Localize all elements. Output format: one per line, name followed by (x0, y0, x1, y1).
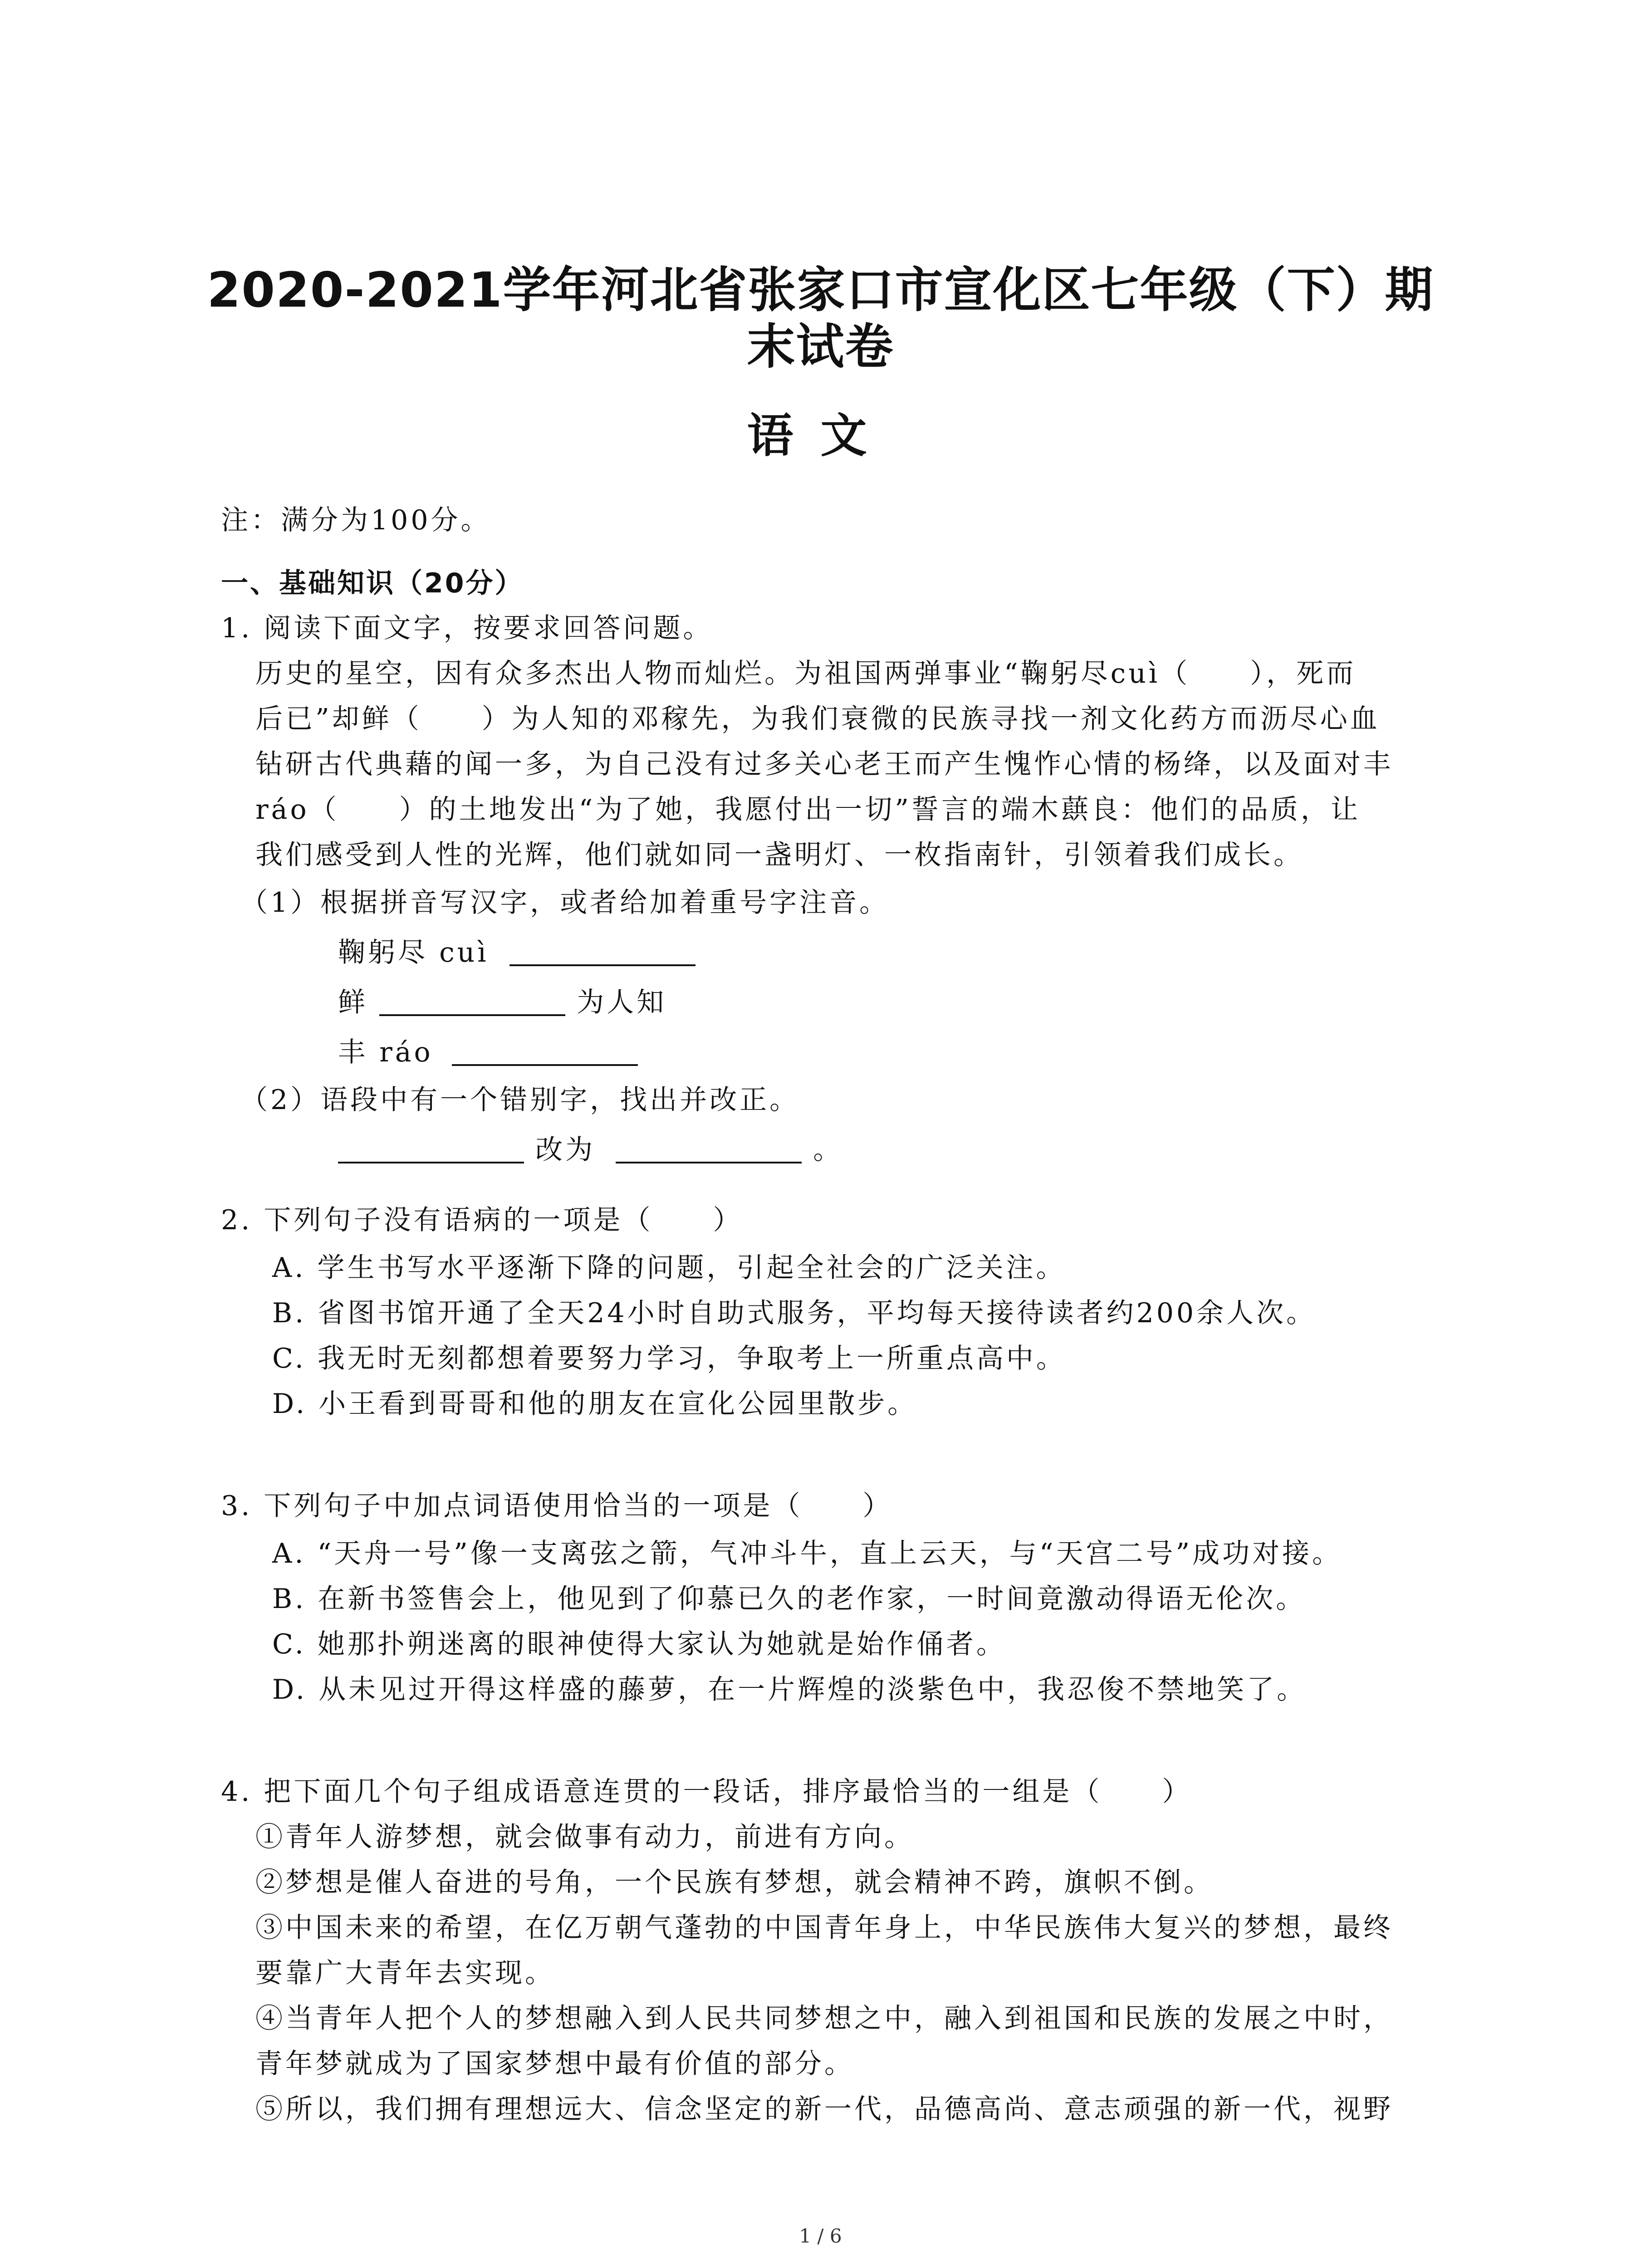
fill-line-d (338, 1134, 843, 1166)
answer-blank[interactable] (616, 1136, 802, 1163)
option: B. 在新书签售会上，他见到了仰慕已久的老作家，一时间竟激动得语无伦次。 (272, 1583, 1306, 1615)
option: C. 我无时无刻都想着要努力学习，争取考上一所重点高中。 (272, 1343, 1066, 1374)
option: D. 小王看到哥哥和他的朋友在宣化公园里散步。 (272, 1388, 918, 1420)
passage-line: ráo（ ）的土地发出“为了她，我愿付出一切”誓言的端木蕻良：他们的品质，让 (255, 794, 1361, 826)
score-note: 注：满分为100分。 (221, 504, 491, 536)
fill-line-a (338, 939, 696, 966)
sentence-line: ⑤所以，我们拥有理想远大、信念坚定的新一代，品德高尚、意志顽强的新一代，视野 (255, 2093, 1393, 2125)
answer-blank[interactable] (379, 989, 565, 1016)
option: D. 从未见过开得这样盛的藤萝，在一片辉煌的淡紫色中，我忍俊不禁地笑了。 (272, 1674, 1307, 1706)
option: A. 学生书写水平逐渐下降的问题，引起全社会的广泛关注。 (272, 1252, 1066, 1284)
sentence-line: 青年梦就成为了国家梦想中最有价值的部分。 (255, 2048, 854, 2080)
passage-line: 后已”却鲜（ ）为人知的邓稼先，为我们衰微的民族寻找一剂文化药方而沥尽心血 (255, 703, 1380, 735)
answer-blank[interactable] (338, 1136, 524, 1163)
sub-question-1: （1）根据拼音写汉字，或者给加着重号字注音。 (240, 887, 890, 919)
answer-blank[interactable] (509, 939, 696, 966)
exam-title-line-1: 2020-2021学年河北省张家口市宣化区七年级（下）期 (207, 262, 1434, 318)
option: B. 省图书馆开通了全天24小时自助式服务，平均每天接待读者约200余人次。 (272, 1297, 1317, 1329)
question-4-stem: 4. 把下面几个句子组成语意连贯的一段话，排序最恰当的一组是（ ） (221, 1776, 1192, 1808)
passage-line: 钻研古代典藉的闻一多，为自己没有过多关心老王而产生愧怍心情的杨绛，以及面对丰 (255, 748, 1393, 780)
fill-line-b (338, 989, 666, 1016)
section-heading: 一、基础知识（20分） (221, 567, 524, 599)
subject-title: 语文 (747, 409, 894, 463)
passage-line: 我们感受到人性的光辉，他们就如同一盏明灯、一枚指南针，引领着我们成长。 (255, 839, 1303, 871)
sentence-line: ④当青年人把个人的梦想融入到人民共同梦想之中，融入到祖国和民族的发展之中时， (255, 2003, 1393, 2034)
sentence-line: 要靠广大青年去实现。 (255, 1957, 555, 1989)
exam-title-line-2: 末试卷 (747, 319, 894, 375)
fill-label: 鲜 (338, 987, 368, 1018)
fill-label: 改为 (535, 1134, 596, 1166)
fill-label: 鞠躬尽 cuì (338, 937, 489, 968)
sentence-line: ②梦想是催人奋进的号角，一个民族有梦想，就会精神不跨，旗帜不倒。 (255, 1867, 1214, 1898)
question-1-stem: 1. 阅读下面文字，按要求回答问题。 (221, 612, 713, 644)
page-number: 1 / 6 (799, 2225, 842, 2247)
passage-line: 历史的星空，因有众多杰出人物而灿烂。为祖国两弹事业“鞠躬尽cuì（ ），死而 (255, 658, 1357, 689)
question-3-stem: 3. 下列句子中加点词语使用恰当的一项是（ ） (221, 1490, 893, 1522)
sentence-line: ③中国未来的希望，在亿万朝气蓬勃的中国青年身上，中华民族伟大复兴的梦想，最终 (255, 1912, 1393, 1944)
option: C. 她那扑朔迷离的眼神使得大家认为她就是始作俑者。 (272, 1628, 1006, 1660)
option: A. “天舟一号”像一支离弦之箭，气冲斗牛，直上云天，与“天宫二号”成功对接。 (272, 1538, 1342, 1569)
sentence-line: ①青年人游梦想，就会做事有动力，前进有方向。 (255, 1821, 914, 1853)
fill-label: 为人知 (577, 987, 667, 1018)
sub-question-2: （2）语段中有一个错别字，找出并改正。 (240, 1084, 800, 1116)
fill-label: 丰 ráo (338, 1036, 433, 1068)
fill-line-c (338, 1036, 638, 1068)
answer-blank[interactable] (452, 1039, 638, 1066)
question-2-stem: 2. 下列句子没有语病的一项是（ ） (221, 1204, 743, 1236)
fill-label: 。 (813, 1134, 843, 1166)
